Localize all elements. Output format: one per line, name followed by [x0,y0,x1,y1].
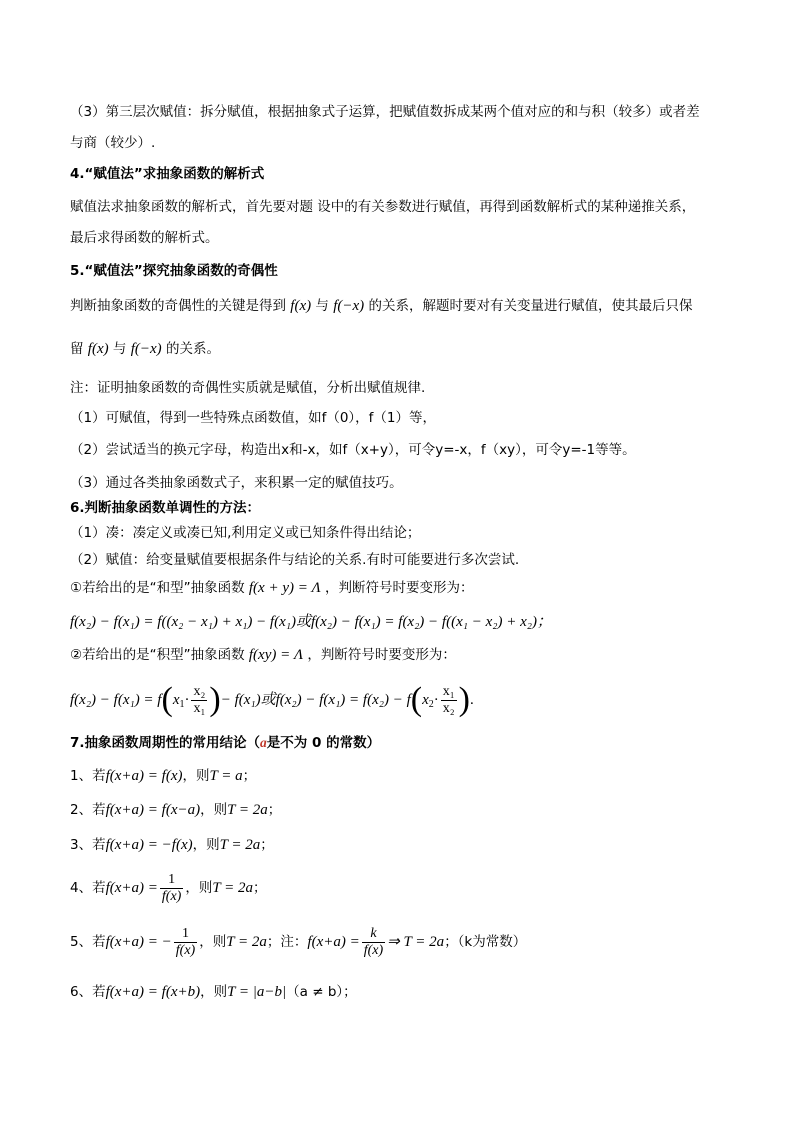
rule-5-result2: ⇒ T = 2a [387,934,445,950]
rule-3-mid: ，则 [192,837,220,853]
rule-6-result: T = |a−b| [227,984,287,1000]
para5-text-c: 的关系，解题时要对有关变量进行赋值，使其最后只保 [368,298,693,314]
rule-5-result: T = 2a [226,934,267,950]
frac-den-2: x₂ [442,700,455,716]
rule-4-result: T = 2a [212,880,254,896]
case2-line [70,645,456,665]
frac-num-2: x₁ [442,683,455,699]
heading-7-text-a: 7.抽象函数周期性的常用结论（ [70,735,261,751]
para5-text-d: 留 [70,341,84,357]
x1-over-x2-fraction [441,684,457,717]
para4-line1: 赋值法求抽象函数的解析式，首先要对题 设中的有关参数进行赋值，再得到函数解析式的某种递推关系， [70,199,696,215]
dot-op-2: · [433,692,439,708]
rule-5-end: ；（k为常数） [444,934,527,950]
rule-4-den: f(x) [161,888,182,904]
heading-5: 5.“赋值法”探究抽象函数的奇偶性 [70,263,278,279]
rule-5-fraction [174,926,197,959]
rule-1-math: f(x+a) = f(x) [105,768,183,784]
note-item-3: （3）通过各类抽象函数式子，来积累一定的赋值技巧。 [70,475,403,491]
heading-4: 4.“赋值法”求抽象函数的解析式 [70,166,265,182]
paren-open-2: ( [410,681,423,718]
note-line: 注：证明抽象函数的奇偶性实质就是赋值，分析出赋值规律. [70,380,426,396]
note-item-2: （2）尝试适当的换元字母，构造出x和-x，如f（x+y），可令y=-x，f（xy），可令y=-1等等。 [70,442,636,458]
note-item-1: （1）可赋值，得到一些特殊点函数值，如f（0），f（1）等， [70,410,437,426]
para5-text-b: 与 [315,298,329,314]
dot-op: · [184,692,190,708]
method-2: （2）赋值：给变量赋值要根据条件与结论的关系.有时可能要进行多次尝试. [70,552,520,568]
rule-5-mid: ，则 [199,934,227,950]
rule-1-result: T = a [209,768,243,784]
rule-5-note: ；注： [266,934,308,950]
rule-2-mid: ，则 [200,802,228,818]
rule-1-pre: 1、若 [70,768,106,784]
rule-5 [70,922,526,962]
case2-text-a: ②若给出的是“积型”抽象函数 [70,647,245,663]
fx-expr-2: f(x) [87,341,109,357]
rule-2-pre: 2、若 [70,802,106,818]
rule-4-pre: 4、若 [70,880,106,896]
case2-formula-end: . [469,692,474,708]
heading-7-text-b: 是不为 0 的常数） [266,735,381,751]
fnegx-expr-2: f(−x) [130,341,162,357]
rule-5-den: f(x) [175,942,196,958]
rule-1 [70,766,256,786]
case1-line [70,578,473,598]
frac-num: x₂ [193,683,206,699]
case2-formula-left: f(x₂) − f(x₁) = f [70,692,162,708]
heading-6: 6.判断抽象函数单调性的方法： [70,500,261,516]
rule-2-math: f(x+a) = f(x−a) [105,802,201,818]
rule-6-end: （a ≠ b）； [286,984,357,1000]
rule-6-pre: 6、若 [70,984,106,1000]
rule-5-math2: f(x+a) = [307,934,360,950]
rule-6-mid: ，则 [200,984,228,1000]
rule-2-result: T = 2a [227,802,268,818]
case1-expr: f(x + y) = Λ [248,580,321,596]
rule-4-end: ； [253,880,267,896]
rule-5-num: 1 [174,926,197,943]
rule-5-math: f(x+a) = − [105,934,172,950]
case1-text-b: ，判断符号时要变形为： [324,580,474,596]
step3-text-line2: 与商（较少）. [70,135,156,151]
para5-text-f: 的关系。 [165,341,220,357]
step3-text-line1: （3）第三层次赋值：拆分赋值，根据抽象式子运算，把赋值数拆成某两个值对应的和与积（较多）或者差 [70,104,700,120]
rule-6 [70,982,357,1002]
x1-var: $x_1$ [172,692,185,710]
rule-1-end: ； [242,768,257,784]
rule-4-fraction [160,872,183,905]
rule-5-num2: k [362,926,385,943]
rule-4-math: f(x+a) = [105,880,158,896]
rule-3-result: T = 2a [219,837,261,853]
paren-close: ) [209,681,221,718]
rule-2-end: ； [267,802,282,818]
method-1: （1）凑：凑定义或凑已知,利用定义或已知条件得出结论； [70,525,421,541]
rule-3-pre: 3、若 [70,837,106,853]
case2-formula [70,680,474,720]
paren-close-2: ) [458,681,470,718]
rule-2 [70,800,281,820]
rule-5-fraction2 [362,926,385,959]
rule-4 [70,868,267,908]
case1-formula: f(x₂) − f(x₁) = f((x₂ − x₁) + x₁) − f(x₁)或f(x₂) − f(x₁) = f(x₂) − f((x₁ − x₂) + x₂)； [70,614,552,630]
rule-3 [70,835,274,855]
heading-7 [70,733,380,753]
fnegx-expr: f(−x) [333,298,365,314]
x2-var: $x_2$ [422,692,434,710]
paren-open: ( [161,681,173,718]
rule-6-math: f(x+a) = f(x+b) [105,984,201,1000]
rule-5-pre: 5、若 [70,934,106,950]
para5-line1 [70,296,692,316]
para5-text-e: 与 [112,341,127,357]
case2-formula-mid: − f(x₁)或f(x₂) − f(x₁) = f(x₂) − f [220,692,411,708]
case2-expr: f(xy) = Λ [248,647,304,663]
fx-expr: f(x) [290,298,312,314]
rule-4-mid: ，则 [185,880,213,896]
rule-4-num: 1 [160,872,183,889]
heading-7-var: a [260,735,267,750]
para4-line2: 最后求得函数的解析式。 [70,230,219,246]
rule-3-end: ； [260,837,274,853]
rule-3-math: f(x+a) = −f(x) [105,837,193,853]
rule-5-den2: f(x) [363,942,384,958]
x2-over-x1-fraction [191,684,207,717]
rule-1-mid: ，则 [182,768,210,784]
case2-text-b: ，判断符号时要变形为： [307,647,456,663]
case1-text-a: ①若给出的是“和型”抽象函数 [70,580,245,596]
frac-den: x₁ [193,700,206,716]
para5-line2 [70,339,220,359]
para5-text-a: 判断抽象函数的奇偶性的关键是得到 [70,298,286,314]
